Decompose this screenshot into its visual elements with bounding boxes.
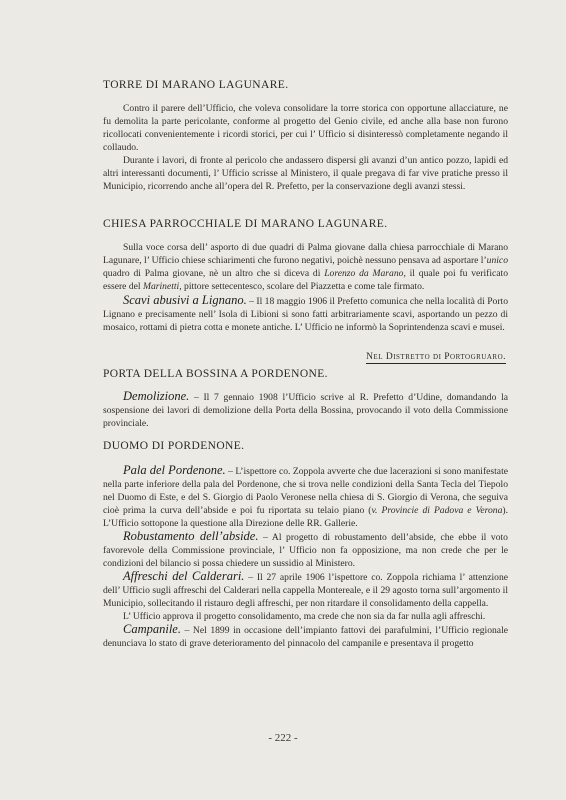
paragraph: Sulla voce corsa dell’ asporto di due quadri di Palma giovane dalla chiesa parrocchiale di Marano Lagunare, l’ Ufficio chiese schiarimenti che furono negativi, poichè nessuno pensava ad asportare l’unico quadro di Palma giovane, nè un altro che si diceva di Lorenzo da Marano, il quale poi fu verificato essere del Marinetti, pittore settecentesco, scolare del Piazzetta e come tale firmato. xyxy=(103,242,508,292)
heading-porta-bossina: PORTA DELLA BOSSINA A PORDENONE. xyxy=(103,368,328,380)
section-porta-body xyxy=(103,390,508,430)
paragraph: Scavi abusivi a Lignano. – Il 18 maggio 1906 il Prefetto comunica che nella località di Porto Lignano e precisamente nell’ Isola di Libioni si sono fatti arbitrariamente scavi, asportando un pezzo di mosaico, rottami di pietra cotta e monete antiche. L’ Ufficio ne informò la Soprintendenza scavi e musei. xyxy=(103,293,508,333)
district-heading: Nel Distretto di Portogruaro. xyxy=(366,352,506,362)
paragraph: Affreschi del Calderari. – Il 27 aprile 1906 l’ispettore co. Zoppola richiama l’ attenzione dell’ Ufficio sugli affreschi del Calderari nella cappella Montereale, e il 29 agosto torna sull’argomento il Municipio, sollecitando il ristauro degli affreschi, per non ritardare il consolidamento della cappella. xyxy=(103,569,508,609)
paragraph: Demolizione. – Il 7 gennaio 1908 l’Ufficio scrive al R. Prefetto d’Udine, domandando la sospensione dei lavori di demolizione della Porta della Bossina, provocando il voto della Commissione provinciale. xyxy=(103,389,508,429)
paragraph: Durante i lavori, di fronte al pericolo che andassero dispersi gli avanzi d’un antico pozzo, lapidi ed altri interessanti documenti, l’ Ufficio scrisse al Ministero, il quale pregava di far vive pratiche presso il Municipio, ricorrendo anche all’opera del R. Prefetto, per la conservazione degli avanzi stessi. xyxy=(103,155,508,192)
section-torre-body xyxy=(103,102,508,193)
run-in-heading: Campanile. xyxy=(123,622,181,636)
paragraph: Pala del Pordenone. – L’ispettore co. Zoppola avverte che due lacerazioni si sono manifestate nella parte inferiore della pala del Pordenone, che si trova nelle condizioni della Santa Tecla del Tiepolo nel Duomo di Este, e del S. Giorgio di Paolo Veronese nella chiesa di S. Giorgio di Verona, che seguiva cioè prima la curva dell’abside e poi fu riportata su telaio piano (v. Provincie di Padova e Verona). L’Ufficio sottopone la questione alla Direzione delle RR. Gallerie. xyxy=(103,463,508,529)
section-duomo-body xyxy=(103,464,508,650)
page-number: - 222 - xyxy=(268,732,298,744)
paragraph: Contro il parere dell’Ufficio, che voleva consolidare la torre storica con opportune allacciature, ne fu demolita la parte pericolante, conforme al progetto del Genio civile, ed anche alla base non furono ricollocati convenientemente i ricordi storici, per cui l’ Ufficio si disinteressò completamente negando il collaudo. xyxy=(103,103,508,153)
heading-chiesa-marano: CHIESA PARROCCHIALE DI MARANO LAGUNARE. xyxy=(103,218,388,230)
section-chiesa-body xyxy=(103,241,508,334)
heading-duomo-pordenone: DUOMO DI PORDENONE. xyxy=(103,440,245,452)
run-in-heading: Pala del Pordenone. xyxy=(123,463,226,477)
paragraph: Robustamento dell’abside. – Al progetto di robustamento dell’abside, che ebbe il voto favorevole della Commissione provinciale, l’ Ufficio non fa opposizione, ma non crede che per le condizioni del bilancio si possa chiedere un sussidio al Ministero. xyxy=(103,529,508,569)
run-in-heading: Scavi abusivi a Lignano. xyxy=(123,293,247,307)
heading-torre-marano: TORRE DI MARANO LAGUNARE. xyxy=(103,79,289,91)
paragraph: L’ Ufficio approva il progetto consolidamento, ma crede che non sia da far nulla agli affreschi. xyxy=(123,611,486,622)
run-in-heading: Affreschi del Calderari. xyxy=(123,569,245,583)
run-in-heading: Robustamento dell’abside. xyxy=(123,529,259,543)
paragraph: Campanile. – Nel 1899 in occasione dell’impianto fattovi dei parafulmini, l’Ufficio regionale denunciava lo stato di grave deterioramento del pinnacolo del campanile e presentava il progetto xyxy=(103,622,508,649)
run-in-heading: Demolizione. xyxy=(123,389,190,403)
